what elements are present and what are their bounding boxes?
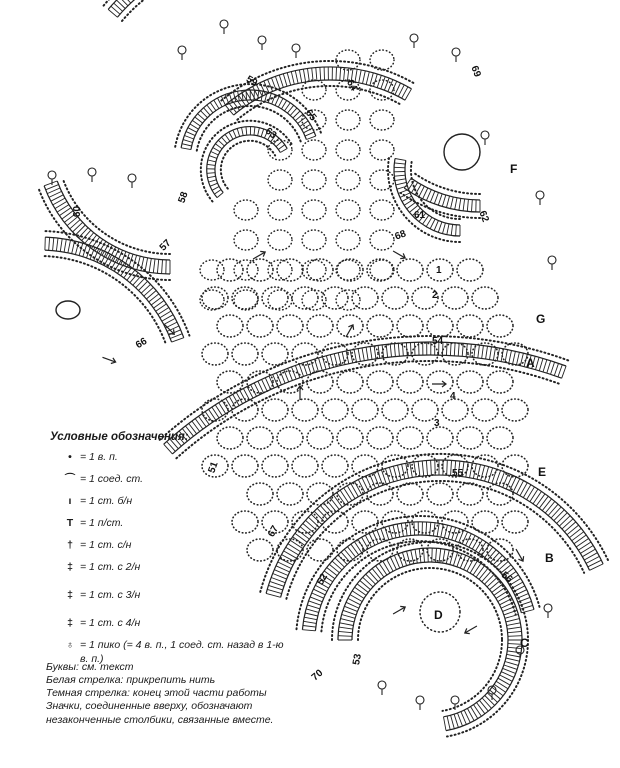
row-number-3: 3 — [434, 418, 440, 429]
dot-chain-icon: • — [68, 450, 72, 463]
treble-icon: ‡ — [67, 560, 73, 573]
count-label: 65 — [302, 107, 319, 124]
count-label: 66 — [133, 335, 150, 352]
band-spiral-inner-stitches — [207, 127, 287, 198]
band-upper-left-rail — [108, 0, 167, 9]
legend-text: = 1 ст. с 3/н — [80, 588, 141, 601]
chain-loop — [200, 260, 224, 280]
chain-loop — [336, 200, 360, 220]
legend-row — [62, 589, 290, 603]
chain-loop — [370, 110, 394, 130]
chain-loop — [397, 427, 423, 449]
legend-text: = 1 ст. с 4/н — [80, 616, 141, 629]
chain-loop — [307, 483, 333, 505]
chain-loop — [370, 80, 394, 100]
row-number-2: 2 — [432, 290, 438, 301]
chain-loop — [370, 200, 394, 220]
chain-loop — [337, 427, 363, 449]
count-label: 60 — [72, 205, 84, 218]
chain-loop — [397, 483, 423, 505]
chain-loop — [336, 110, 360, 130]
chain-loop — [502, 399, 528, 421]
band-d-inner-chain — [332, 542, 528, 640]
count-label: 54 — [432, 336, 444, 347]
label-C: C — [520, 636, 529, 650]
chain-loop — [502, 455, 528, 477]
direction-arrow — [297, 386, 303, 400]
chain-loop — [217, 315, 243, 337]
chain-loop — [336, 140, 360, 160]
chain-loop — [382, 511, 408, 533]
count-label: 51 — [206, 460, 221, 475]
chain-loop — [502, 511, 528, 533]
count-label: 61 — [414, 210, 426, 221]
chain-loop — [292, 455, 318, 477]
chain-loop — [307, 427, 333, 449]
legend-text: = 1 пико (= 4 в. п., 1 соед. ст. назад в 1-ю в. п.) — [80, 638, 284, 665]
legend-row — [62, 561, 290, 575]
chain-loop — [322, 511, 348, 533]
band-spiral-inner-chain — [221, 141, 275, 189]
chain-loop — [234, 290, 258, 310]
legend-text: = 1 п/ст. — [80, 516, 124, 529]
chain-loop — [412, 455, 438, 477]
row-number-4: 4 — [450, 391, 456, 402]
chain-loop — [457, 371, 483, 393]
chain-loop — [234, 230, 258, 250]
chain-loop — [457, 259, 483, 281]
chain-loop — [247, 259, 273, 281]
chain-loop — [202, 343, 228, 365]
chain-loop — [302, 80, 326, 100]
chain-loop — [200, 290, 224, 310]
legend-text: = 1 соед. ст. — [80, 472, 144, 485]
chain-loop — [472, 287, 498, 309]
chain-loop — [370, 140, 394, 160]
chain-loop — [234, 260, 258, 280]
chain-loop — [370, 230, 394, 250]
chain-loop — [307, 259, 333, 281]
direction-arrow — [463, 623, 478, 635]
band-upper-left-rail — [117, 0, 172, 17]
start-loop — [56, 301, 80, 319]
picot — [220, 20, 228, 28]
chain-loop — [336, 170, 360, 190]
direction-arrow — [101, 354, 116, 364]
count-label: 64 — [344, 77, 360, 94]
chain-loop — [427, 427, 453, 449]
chain-loop — [457, 483, 483, 505]
legend-row — [62, 451, 290, 465]
single-crochet-icon: ı — [68, 494, 72, 507]
legend-row — [62, 517, 290, 531]
band-right-top-chain — [415, 173, 480, 194]
chain-loop — [322, 399, 348, 421]
chain-loop — [472, 511, 498, 533]
legend-row — [62, 495, 290, 509]
chain-loop — [307, 371, 333, 393]
chain-loop — [382, 399, 408, 421]
picot — [378, 681, 386, 689]
band-left-long-rail — [45, 250, 172, 342]
count-label: 59 — [243, 73, 260, 90]
chain-loop — [217, 371, 243, 393]
picot — [410, 34, 418, 42]
chain-loop — [292, 399, 318, 421]
chain-loop — [268, 290, 292, 310]
half-double-icon: T — [66, 516, 74, 529]
chain-loop — [472, 399, 498, 421]
triple-treble-icon: ‡ — [67, 616, 73, 629]
count-label: 70 — [309, 667, 326, 684]
picot — [481, 131, 489, 139]
chain-loop — [336, 230, 360, 250]
chain-loop — [337, 371, 363, 393]
count-label: 53 — [351, 653, 364, 666]
chain-loop — [302, 260, 326, 280]
legend-title: Условные обозначения: — [50, 431, 189, 443]
picot — [452, 48, 460, 56]
count-label: 63 — [262, 125, 279, 142]
label-G: G — [536, 312, 546, 326]
count-label: 62 — [476, 209, 491, 224]
chain-loop — [367, 371, 393, 393]
count-label: 67 — [266, 523, 282, 540]
double-treble-icon: ‡ — [67, 588, 73, 601]
chain-loop — [352, 511, 378, 533]
picot — [88, 168, 96, 176]
chain-loop — [302, 170, 326, 190]
direction-arrow — [432, 381, 446, 387]
double-crochet-icon: † — [67, 538, 73, 551]
chain-loop — [247, 315, 273, 337]
label-F: F — [510, 162, 518, 176]
count-label: 55 — [452, 468, 464, 479]
chain-loop — [352, 287, 378, 309]
label-B: B — [545, 551, 554, 565]
picot — [48, 171, 56, 179]
chain-loop — [322, 455, 348, 477]
chain-loop — [442, 399, 468, 421]
chain-loop — [336, 290, 360, 310]
legend — [50, 430, 290, 674]
chain-loop — [457, 427, 483, 449]
notes — [46, 661, 286, 727]
chain-loop — [262, 399, 288, 421]
picot — [416, 696, 424, 704]
chain-loop — [307, 539, 333, 561]
chain-loop — [370, 260, 394, 280]
picot — [292, 44, 300, 52]
chain-loop — [292, 287, 318, 309]
note-line: Буквы: см. текст — [46, 661, 134, 673]
band-spiral-outer-rail — [181, 90, 316, 148]
label-E: E — [538, 465, 547, 479]
chain-loop — [232, 343, 258, 365]
count-label: 58 — [176, 190, 191, 205]
band-d-inner-b-chain — [447, 640, 528, 737]
slip-stitch-arc-icon: ⌒ — [64, 472, 76, 485]
chain-loop — [397, 259, 423, 281]
chain-loop — [202, 399, 228, 421]
legend-text: = 1 в. п. — [80, 450, 118, 463]
note-line: Темная стрелка: конец этой части работы — [46, 687, 267, 700]
chain-loop — [442, 287, 468, 309]
count-label: 57 — [157, 237, 174, 254]
label-D: D — [434, 608, 443, 622]
direction-arrow — [252, 249, 267, 261]
note-line: Значки, соединенные вверху, обозначают незаконченные столбики, связанные вместе. — [46, 700, 274, 726]
chain-loop — [302, 140, 326, 160]
chain-loop — [307, 315, 333, 337]
direction-arrow — [392, 248, 407, 260]
note-line: Белая стрелка: прикрепить нить — [46, 674, 216, 687]
picot — [178, 46, 186, 54]
chain-loop — [302, 230, 326, 250]
chain-loop — [234, 200, 258, 220]
chain-loop — [427, 315, 453, 337]
label-A: A — [526, 356, 535, 370]
count-label: 56 — [498, 569, 515, 586]
chain-loop — [302, 200, 326, 220]
band-d-inner-b-rail — [446, 640, 522, 731]
chain-loop — [277, 315, 303, 337]
picot — [544, 604, 552, 612]
chain-loop — [367, 315, 393, 337]
legend-row — [62, 473, 290, 487]
count-label: 68 — [393, 228, 408, 243]
picot — [548, 256, 556, 264]
chain-loop — [352, 399, 378, 421]
chain-loop — [487, 427, 513, 449]
chain-loop — [336, 260, 360, 280]
chain-loop — [397, 315, 423, 337]
legend-row — [62, 617, 290, 631]
chain-loop — [268, 170, 292, 190]
chain-loop — [370, 170, 394, 190]
legend-text: = 1 ст. с 2/н — [80, 560, 141, 573]
picot — [258, 36, 266, 44]
ring-f — [444, 134, 480, 170]
picot — [128, 174, 136, 182]
chain-loop — [487, 371, 513, 393]
count-label: 69 — [468, 64, 483, 79]
chain-loop — [427, 483, 453, 505]
picot — [536, 191, 544, 199]
chain-loop — [352, 343, 378, 365]
row-number-1: 1 — [436, 265, 442, 276]
chain-loop — [268, 230, 292, 250]
picot-icon: ♁ — [66, 638, 74, 651]
band-left-arc-rail — [57, 181, 170, 260]
chain-loop — [262, 343, 288, 365]
chain-loop — [268, 200, 292, 220]
legend-row — [62, 539, 290, 553]
legend-text: = 1 ст. с/н — [80, 538, 132, 551]
picot — [451, 696, 459, 704]
chain-loop — [487, 315, 513, 337]
direction-arrow — [392, 604, 407, 616]
chain-loop — [277, 259, 303, 281]
chain-loop — [397, 371, 423, 393]
band-d-inner-rail — [352, 562, 508, 640]
legend-text: = 1 ст. б/н — [80, 494, 133, 507]
chain-loop — [427, 371, 453, 393]
chain-loop — [367, 427, 393, 449]
count-label: 52 — [315, 571, 331, 588]
chain-loop — [457, 315, 483, 337]
chain-loop — [382, 287, 408, 309]
